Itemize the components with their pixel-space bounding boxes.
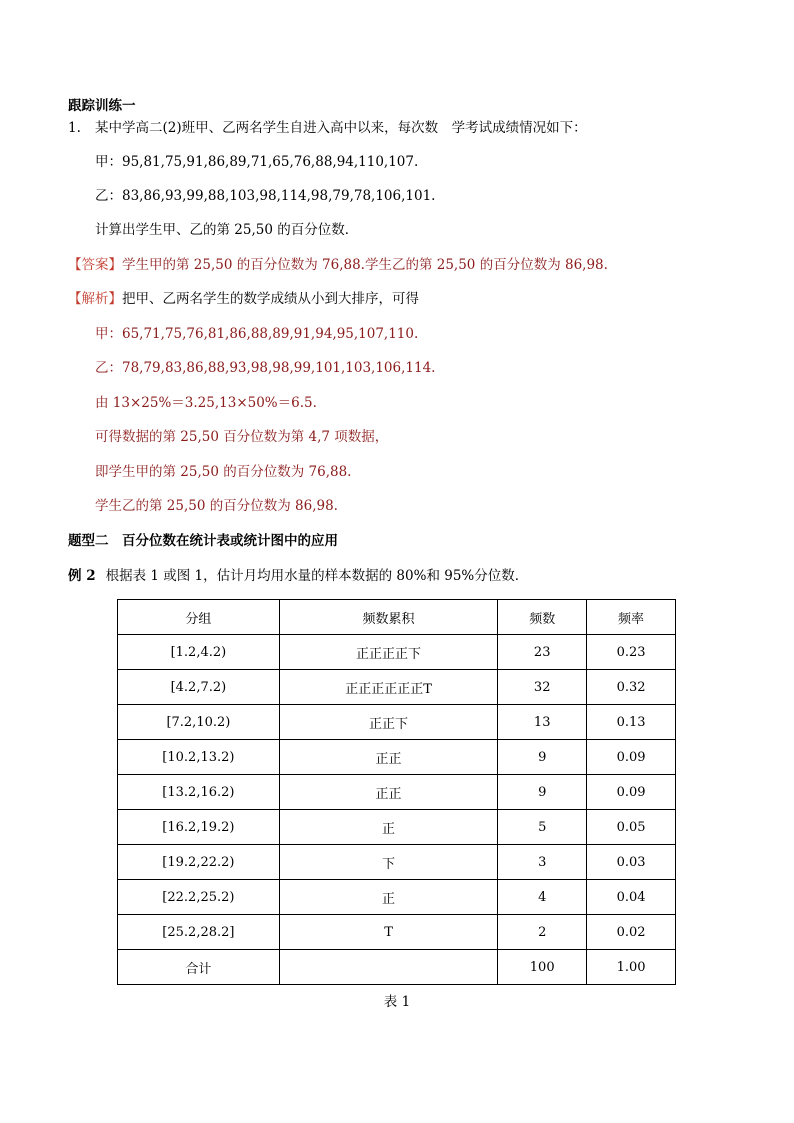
cell-tally: 正 <box>279 810 498 845</box>
frequency-table <box>117 599 676 985</box>
cell-total-relative-frequency: 1.00 <box>587 950 676 985</box>
cell-relative-frequency: 0.04 <box>587 880 676 915</box>
cell-frequency: 32 <box>498 670 587 705</box>
cell-relative-frequency: 0.05 <box>587 810 676 845</box>
answer-line <box>68 256 608 274</box>
analysis-line-terms: 可得数据的第 25,50 百分位数为第 4,7 项数据， <box>95 429 389 445</box>
cell-frequency: 9 <box>498 775 587 810</box>
table-row <box>118 845 676 880</box>
cell-group: [13.2,16.2) <box>118 775 280 810</box>
jia-scores: 甲：95,81,75,91,86,89,71,65,76,88,94,110,107. <box>95 154 419 170</box>
table-row <box>118 705 676 740</box>
cell-frequency: 5 <box>498 810 587 845</box>
problem-number: 1. <box>68 120 81 136</box>
header-group: 分组 <box>118 600 280 635</box>
header-relative-frequency: 频率 <box>587 600 676 635</box>
table-total-row <box>118 950 676 985</box>
table-row <box>118 775 676 810</box>
table-row <box>118 740 676 775</box>
cell-group: [4.2,7.2) <box>118 670 280 705</box>
answer-label: 【答案】 <box>68 257 122 273</box>
cell-tally: 正正正正下 <box>279 635 498 670</box>
cell-group: [22.2,25.2) <box>118 880 280 915</box>
cell-tally: 正正 <box>279 740 498 775</box>
cell-tally <box>279 950 498 985</box>
analysis-line-jia-result: 即学生甲的第 25,50 的百分位数为 76,88. <box>95 464 352 480</box>
answer-text: 学生甲的第 25,50 的百分位数为 76,88.学生乙的第 25,50 的百分位数为 86,98. <box>122 257 608 273</box>
analysis-line-yi-sorted: 乙：78,79,83,86,88,93,98,98,99,101,103,106,114. <box>95 360 436 376</box>
cell-tally: 正正 <box>279 775 498 810</box>
cell-frequency: 2 <box>498 915 587 950</box>
cell-group: [10.2,13.2) <box>118 740 280 775</box>
cell-group: [19.2,22.2) <box>118 845 280 880</box>
cell-relative-frequency: 0.09 <box>587 740 676 775</box>
table-row <box>118 635 676 670</box>
example-text: 根据表 1 或图 1，估计月均用水量的样本数据的 80%和 95%分位数． <box>105 568 529 584</box>
cell-total-label: 合计 <box>118 950 280 985</box>
cell-tally: 正正正正正正T <box>279 670 498 705</box>
header-frequency: 频数 <box>498 600 587 635</box>
analysis-line <box>68 290 419 308</box>
cell-relative-frequency: 0.02 <box>587 915 676 950</box>
yi-scores: 乙：83,86,93,99,88,103,98,114,98,79,78,106,101. <box>95 188 436 204</box>
cell-frequency: 13 <box>498 705 587 740</box>
cell-tally: 下 <box>279 845 498 880</box>
table-row <box>118 670 676 705</box>
table-row <box>118 880 676 915</box>
analysis-line-calc: 由 13×25%＝3.25,13×50%＝6.5. <box>95 395 317 411</box>
problem-statement: 某中学高二(2)班甲、乙两名学生自进入高中以来，每次数 学考试成绩情况如下： <box>95 120 587 136</box>
cell-frequency: 4 <box>498 880 587 915</box>
cell-group: [1.2,4.2) <box>118 635 280 670</box>
example-label: 例 2 <box>68 568 96 584</box>
table-row <box>118 810 676 845</box>
table-caption: 表 1 <box>383 994 411 1010</box>
cell-group: [7.2,10.2) <box>118 705 280 740</box>
cell-frequency: 3 <box>498 845 587 880</box>
cell-group: [16.2,19.2) <box>118 810 280 845</box>
analysis-label: 【解析】 <box>68 291 122 307</box>
header-tally: 频数累积 <box>279 600 498 635</box>
cell-relative-frequency: 0.09 <box>587 775 676 810</box>
analysis-line-yi-result: 学生乙的第 25,50 的百分位数为 86,98. <box>95 498 338 514</box>
cell-group: [25.2,28.2] <box>118 915 280 950</box>
cell-relative-frequency: 0.03 <box>587 845 676 880</box>
topic-heading: 题型二 百分位数在统计表或统计图中的应用 <box>68 533 338 549</box>
cell-relative-frequency: 0.23 <box>587 635 676 670</box>
table-row <box>118 915 676 950</box>
cell-frequency: 9 <box>498 740 587 775</box>
problem-question: 计算出学生甲、乙的第 25,50 的百分位数． <box>95 222 359 238</box>
cell-relative-frequency: 0.32 <box>587 670 676 705</box>
analysis-text: 把甲、乙两名学生的数学成绩从小到大排序，可得 <box>122 291 419 307</box>
analysis-line-jia-sorted: 甲：65,71,75,76,81,86,88,89,91,94,95,107,110. <box>95 326 419 342</box>
cell-total-frequency: 100 <box>498 950 587 985</box>
example-line <box>68 567 528 585</box>
cell-tally: 正 <box>279 880 498 915</box>
table-header-row <box>118 600 676 635</box>
cell-tally: T <box>279 915 498 950</box>
cell-tally: 正正下 <box>279 705 498 740</box>
section-heading: 跟踪训练一 <box>68 98 136 114</box>
cell-relative-frequency: 0.13 <box>587 705 676 740</box>
cell-frequency: 23 <box>498 635 587 670</box>
